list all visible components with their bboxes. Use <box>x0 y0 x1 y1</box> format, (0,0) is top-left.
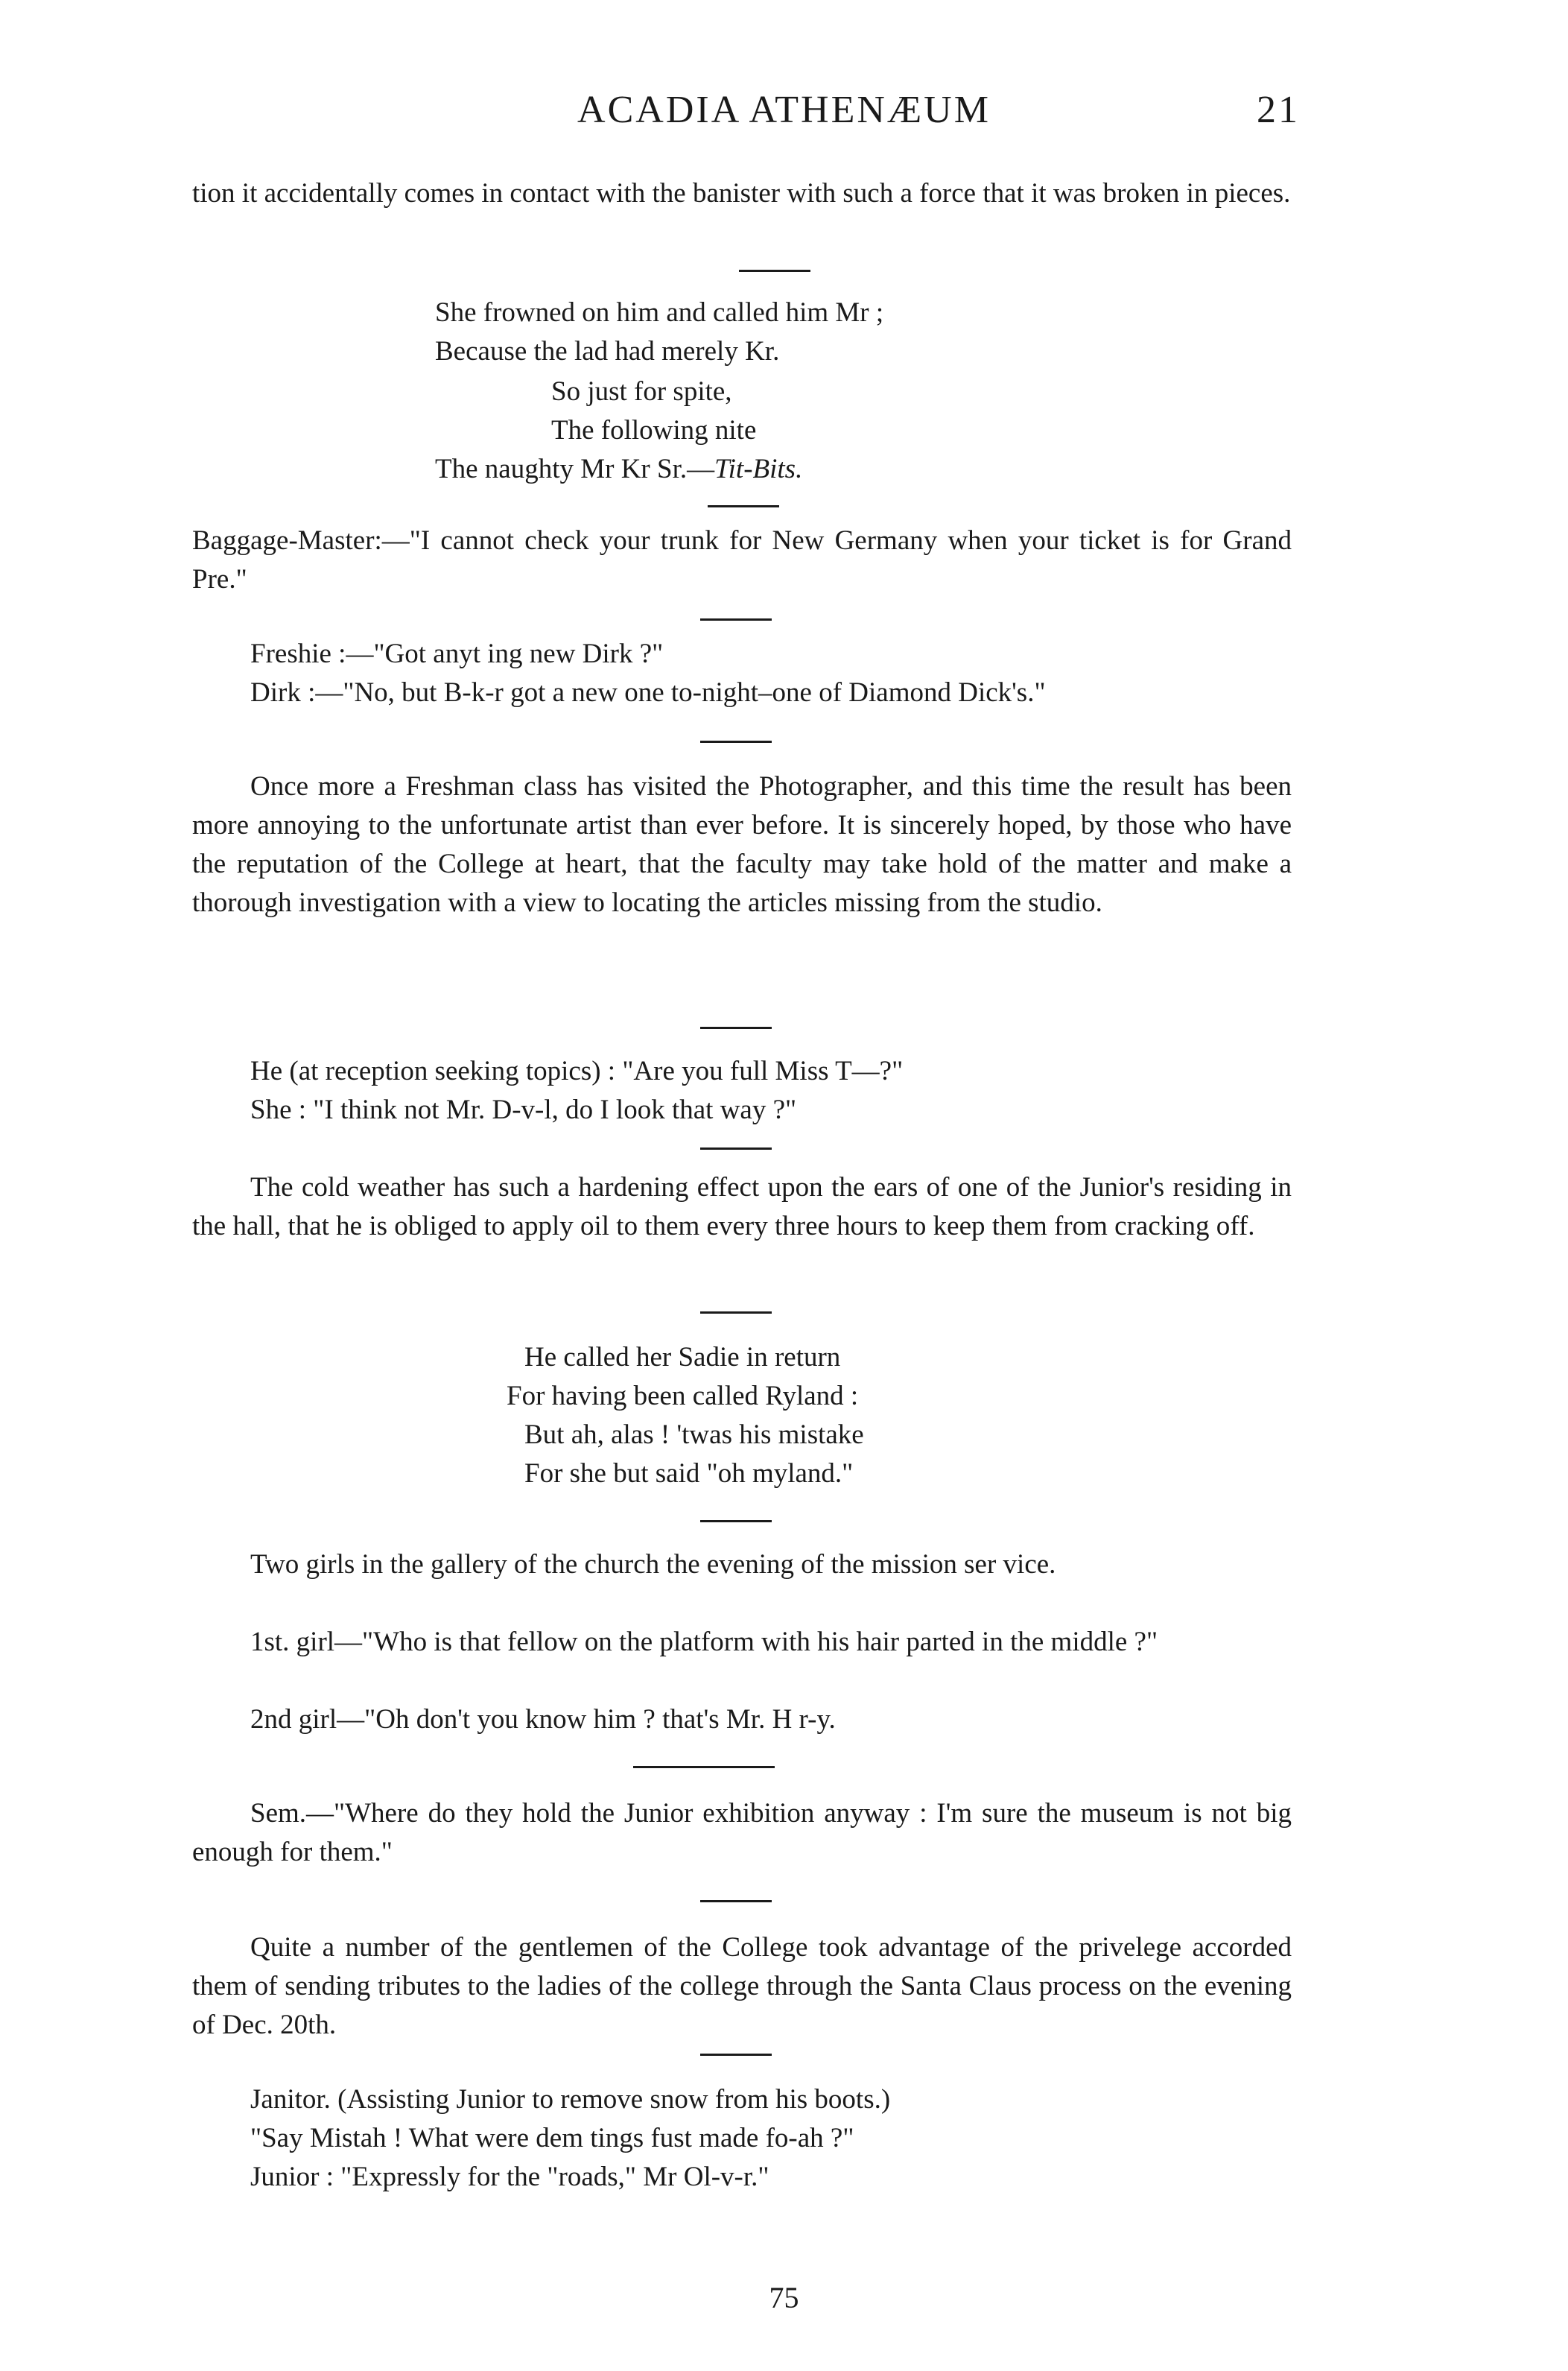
poem-line: For having been called Ryland : <box>507 1381 859 1411</box>
section-rule <box>700 1027 772 1029</box>
paragraph-santa-claus: Quite a number of the gentlemen of the College took advantage of the privelege accorded them of sending tributes to the ladies of the college through the Santa Claus process on the evening of Dec. 20th. <box>192 1932 1292 2040</box>
source-credit: Tit-Bits. <box>714 454 803 484</box>
dialogue-line: "Say Mistah ! What were dem tings fust made fo-ah ?" <box>250 2123 854 2153</box>
dialogue-line: Junior : "Expressly for the "roads," Mr Ol-v-r." <box>250 2162 769 2192</box>
section-rule <box>700 618 772 621</box>
section-rule <box>700 1311 772 1314</box>
dialogue-line: Freshie :—"Got anyt ing new Dirk ?" <box>250 639 664 669</box>
paragraph-banister: tion it accidentally comes in contact with the banister with such a force that it was broken in pieces. <box>192 178 1291 209</box>
paragraph-first-girl: 1st. girl—"Who is that fellow on the platform with his hair parted in the middle ?" <box>250 1627 1158 1657</box>
paragraph-second-girl: 2nd girl—"Oh don't you know him ? that's Mr. H r-y. <box>250 1704 836 1735</box>
section-rule <box>700 1900 772 1902</box>
dialogue-line: Dirk :—"No, but B-k-r got a new one to-night–one of Diamond Dick's." <box>250 677 1046 708</box>
paragraph-cold-weather: The cold weather has such a hardening effect upon the ears of one of the Junior's residing in the hall, that he is obliged to apply oil to them every three hours to keep them from cracking off. <box>192 1172 1292 1241</box>
paragraph-gallery: Two girls in the gallery of the church the evening of the mission ser vice. <box>250 1549 1056 1580</box>
poem-line-text: The naughty Mr Kr Sr.— <box>435 454 715 484</box>
paragraph-baggage-master: Baggage-Master:—"I cannot check your trunk for New Germany when your ticket is for Grand Pre." <box>192 525 1292 595</box>
section-rule <box>700 2054 772 2056</box>
paragraph-photographer: Once more a Freshman class has visited the Photographer, and this time the result has been more annoying to the unfortunate artist than ever before. It is sincerely hoped, by those who have the reputation of the College at heart, that the faculty may take hold of the matter and make a thorough investigation with a view to locating the articles missing from the studio. <box>192 771 1292 918</box>
poem-line: Because the lad had merely Kr. <box>435 336 780 367</box>
page-number: 21 <box>1257 89 1300 131</box>
running-header-title: ACADIA ATHENÆUM <box>577 89 991 131</box>
section-rule <box>700 1520 772 1522</box>
poem-line <box>435 450 802 489</box>
section-rule <box>700 1147 772 1150</box>
section-rule <box>700 741 772 743</box>
section-rule <box>708 505 779 507</box>
poem-line: The following nite <box>551 415 757 446</box>
folio-number: 75 <box>769 2281 799 2314</box>
poem-line: She frowned on him and called him Mr ; <box>435 297 884 328</box>
dialogue-line: She : "I think not Mr. D-v-l, do I look that way ?" <box>250 1095 797 1125</box>
dialogue-line: Janitor. (Assisting Junior to remove snow from his boots.) <box>250 2084 891 2115</box>
section-rule <box>633 1766 775 1768</box>
poem-line: So just for spite, <box>551 376 732 407</box>
poem-line: For she but said "oh myland." <box>524 1458 854 1489</box>
section-rule <box>739 270 810 272</box>
poem-line: But ah, alas ! 'twas his mistake <box>524 1419 864 1450</box>
poem-line: He called her Sadie in return <box>524 1342 841 1373</box>
dialogue-line: He (at reception seeking topics) : "Are you full Miss T—?" <box>250 1056 904 1086</box>
paragraph-museum: Sem.—"Where do they hold the Junior exhibition anyway : I'm sure the museum is not big enough for them." <box>192 1798 1292 1867</box>
